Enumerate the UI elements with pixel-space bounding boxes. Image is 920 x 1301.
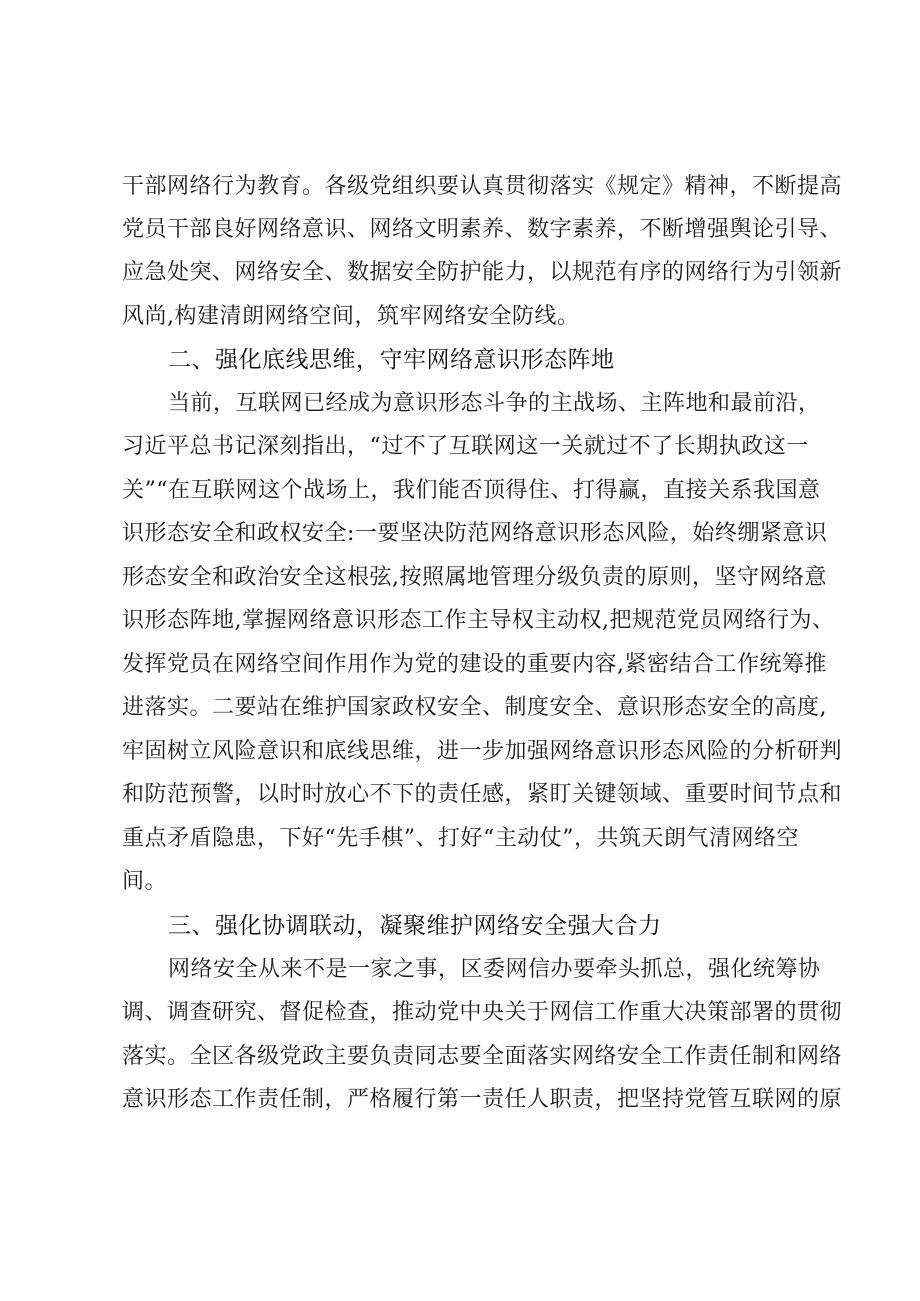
section-heading-2: 二、强化底线思维，守牢网络意识形态阵地	[168, 347, 615, 373]
paragraph-2-line-1: 当前，互联网已经成为意识形态斗争的主战场、主阵地和最前沿，	[168, 391, 821, 416]
paragraph-3-line-2: 调、调查研究、督促检查，推动党中央关于网信工作重大决策部署的贯彻	[122, 1000, 843, 1025]
paragraph-1-line-2: 党员干部良好网络意识、网络文明素养、数字素养，不断增强舆论引导、	[122, 217, 843, 242]
section-heading-3: 三、强化协调联动，凝聚维护网络安全强大合力	[168, 913, 662, 939]
paragraph-2-line-2: 习近平总书记深刻指出，“过不了互联网这一关就过不了长期执政这一	[122, 434, 809, 459]
paragraph-1-line-3: 应急处突、网络安全、数据安全防护能力，以规范有序的网络行为引领新	[122, 260, 843, 285]
paragraph-2-line-12: 间。	[122, 869, 168, 894]
paragraph-1-line-4: 风尚,构建清朗网络空间，筑牢网络安全防线。	[122, 304, 580, 329]
paragraph-3-line-3: 落实。全区各级党政主要负责同志要全面落实网络安全工作责任制和网络	[122, 1044, 843, 1069]
paragraph-3-line-1: 网络安全从来不是一家之事，区委网信办要牵头抓总，强化统筹协	[168, 957, 821, 982]
paragraph-2-line-4: 识形态安全和政权安全:一要坚决防范网络意识形态风险，始终绷紧意识	[122, 521, 828, 546]
paragraph-2-line-8: 进落实。二要站在维护国家政权安全、制度安全、意识形态安全的高度,	[122, 695, 827, 720]
paragraph-2-line-6: 识形态阵地,掌握网络意识形态工作主导权主动权,把规范党员网络行为、	[122, 608, 835, 633]
paragraph-2-line-10: 和防范预警，以时时放心不下的责任感，紧盯关键领域、重要时间节点和	[122, 782, 843, 807]
paragraph-2-line-7: 发挥党员在网络空间作用作为党的建设的重要内容,紧密结合工作统筹推	[122, 652, 827, 677]
paragraph-2-line-3: 关”“在互联网这个战场上，我们能否顶得住、打得赢，直接关系我国意	[122, 478, 821, 503]
paragraph-2-line-9: 牢固树立风险意识和底线思维，进一步加强网络意识形态风险的分析研判	[122, 739, 843, 764]
paragraph-2-line-5: 形态安全和政治安全这根弦,按照属地管理分级负责的原则，坚守网络意	[122, 565, 827, 590]
paragraph-3-line-4: 意识形态工作责任制，严格履行第一责任人职责，把坚持党管互联网的原	[122, 1087, 843, 1112]
paragraph-2-line-11: 重点矛盾隐患，下好“先手棋”、打好“主动仗”，共筑天朗气清网络空	[122, 826, 799, 851]
paragraph-1-line-1: 干部网络行为教育。各级党组织要认真贯彻落实《规定》精神，不断提高	[122, 174, 843, 199]
